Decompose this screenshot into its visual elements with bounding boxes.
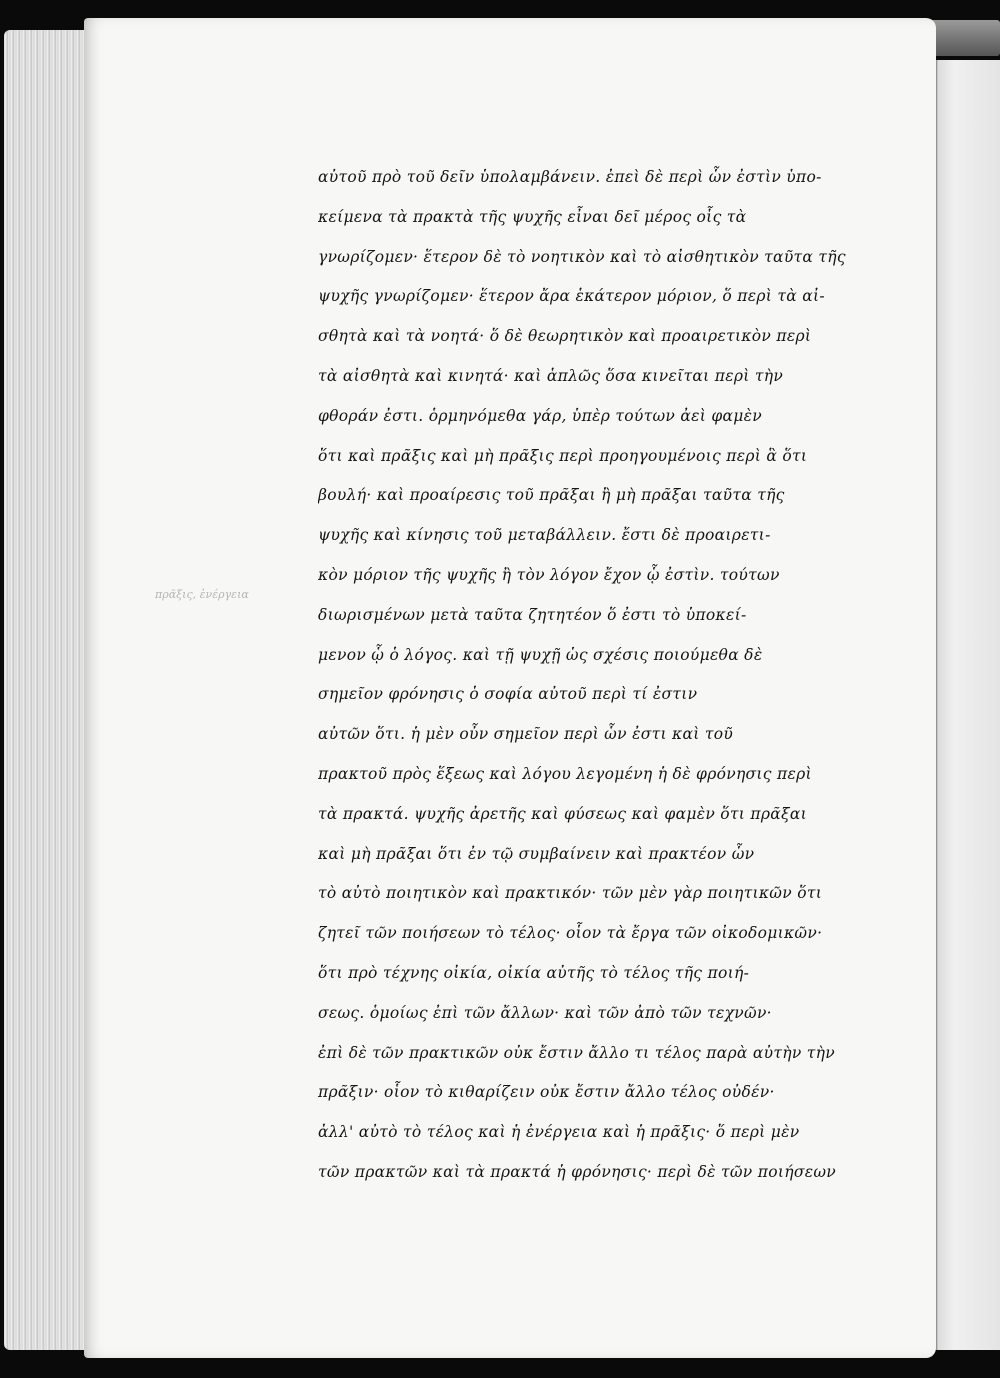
text-line: κὸν μόριον τῆς ψυχῆς ἢ τὸν λόγον ἔχον ᾧ ἐστὶν. τούτων <box>318 565 780 584</box>
text-line: σημεῖον φρόνησις ὁ σοφία αὐτοῦ περὶ τί ἐστιν <box>318 685 698 704</box>
text-line: τὸ αὐτὸ ποιητικὸν καὶ πρακτικόν· τῶν μὲν γὰρ ποιητικῶν ὅτι <box>318 884 823 903</box>
text-line: ὅτι καὶ πρᾶξις καὶ μὴ πρᾶξις περὶ προηγουμένοις περὶ ἃ ὅτι <box>318 446 808 465</box>
text-line: γνωρίζομεν· ἕτερον δὲ τὸ νοητικὸν καὶ τὸ αἰσθητικὸν ταῦτα τῆς <box>318 247 846 266</box>
text-line: σθητὰ καὶ τὰ νοητά· ὅ δὲ θεωρητικὸν καὶ προαιρετικὸν περὶ <box>318 327 812 346</box>
book-clamp <box>930 20 1000 56</box>
text-line: διωρισμένων μετὰ ταῦτα ζητητέον ὅ ἐστι τὸ ὑποκεί- <box>318 605 747 624</box>
text-line: αὐτοῦ πρὸ τοῦ δεῖν ὑπολαμβάνειν. ἐπεὶ δὲ περὶ ὧν ἐστὶν ὑπο- <box>318 168 822 186</box>
text-line: κείμενα τὰ πρακτὰ τῆς ψυχῆς εἶναι δεῖ μέρος οἷς τὰ <box>318 207 747 226</box>
text-line: ζητεῖ τῶν ποιήσεων τὸ τέλος· οἷον τὰ ἔργα τῶν οἰκοδομικῶν· <box>318 924 823 943</box>
text-line: αὐτῶν ὅτι. ἡ μὲν οὖν σημεῖον περὶ ὧν ἐστι καὶ τοῦ <box>318 725 734 744</box>
text-line: ὅτι πρὸ τέχνης οἰκία, οἰκία αὐτῆς τὸ τέλος τῆς ποιή- <box>318 963 750 982</box>
margin-annotation: πρᾶξις, ἐνέργεια <box>155 588 249 601</box>
text-line: βουλή· καὶ προαίρεσις τοῦ πρᾶξαι ἢ μὴ πρᾶξαι ταῦτα τῆς <box>318 486 785 505</box>
text-line: ψυχῆς γνωρίζομεν· ἕτερον ἄρα ἑκάτερον μόριον, ὅ περὶ τὰ αἰ- <box>318 287 825 306</box>
page-edges-stack <box>4 30 86 1350</box>
text-line: ἐπὶ δὲ τῶν πρακτικῶν οὐκ ἔστιν ἄλλο τι τέλος παρὰ αὐτὴν τὴν <box>318 1043 835 1062</box>
text-line: μενον ᾧ ὁ λόγος. καὶ τῇ ψυχῇ ὡς σχέσις ποιούμεθα δὲ <box>318 645 763 664</box>
text-line: ἀλλ' αὐτὸ τὸ τέλος καὶ ἡ ἐνέργεια καὶ ἡ πρᾶξις· ὅ περὶ μὲν <box>318 1123 800 1142</box>
text-line: καὶ μὴ πρᾶξαι ὅτι ἐν τῷ συμβαίνειν καὶ πρακτέον ὧν <box>318 844 755 863</box>
facing-page-edge <box>934 60 1000 1350</box>
text-line: πρᾶξιν· οἷον τὸ κιθαρίζειν οὐκ ἔστιν ἄλλο τέλος οὐδέν· <box>318 1083 775 1102</box>
text-line: ψυχῆς καὶ κίνησις τοῦ μεταβάλλειν. ἔστι δὲ προαιρετι- <box>318 526 771 545</box>
text-line: φθοράν ἐστι. ὁρμηνόμεθα γάρ, ὑπὲρ τούτων ἀεὶ φαμὲν <box>318 406 763 425</box>
handwritten-text-block <box>318 158 898 1193</box>
text-line: τὰ πρακτά. ψυχῆς ἀρετῆς καὶ φύσεως καὶ φαμὲν ὅτι πρᾶξαι <box>318 804 808 823</box>
text-line: σεως. ὁμοίως ἐπὶ τῶν ἄλλων· καὶ τῶν ἀπὸ τῶν τεχνῶν· <box>318 1003 772 1022</box>
text-line: τὰ αἰσθητὰ καὶ κινητά· καὶ ἁπλῶς ὅσα κινεῖται περὶ τὴν <box>318 366 784 385</box>
text-line: τῶν πρακτῶν καὶ τὰ πρακτά ἡ φρόνησις· περὶ δὲ τῶν ποιήσεων <box>318 1162 836 1181</box>
text-line: πρακτοῦ πρὸς ἕξεως καὶ λόγου λεγομένη ἡ δὲ φρόνησις περὶ <box>318 764 812 783</box>
